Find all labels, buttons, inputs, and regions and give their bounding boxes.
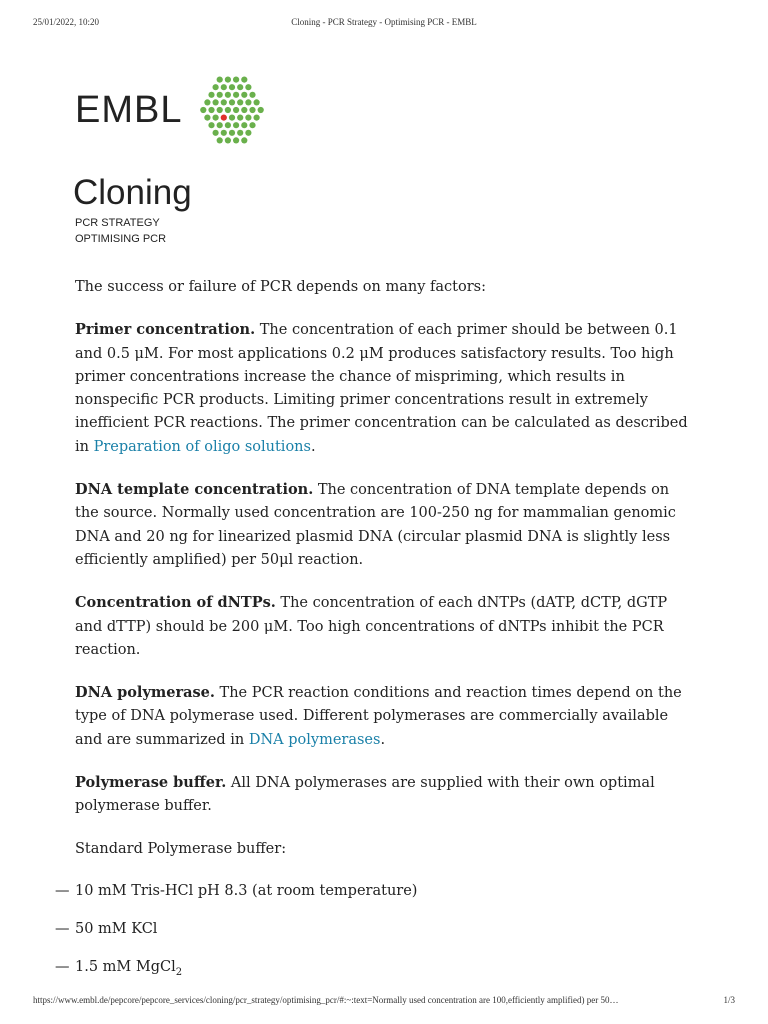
- logo-dot: [254, 99, 260, 105]
- list-dash: —: [55, 882, 70, 899]
- breadcrumb-item-pcr-strategy[interactable]: PCR STRATEGY: [75, 217, 160, 229]
- logo-dot: [238, 130, 244, 136]
- logo-dot: [217, 92, 223, 98]
- logo-dot: [213, 130, 219, 136]
- section-text: The concentration of each dNTPs (dATP, dCTP, dGTP and dTTP) should be 200 μM. Too high concentrations of dNTPs inhibit the PCR reaction.: [75, 595, 668, 658]
- logo-dot: [246, 130, 252, 136]
- list-item-text: 1.5 mM MgCl: [75, 959, 176, 976]
- list-item-text: 50 mM KCl: [75, 921, 158, 938]
- intro-paragraph: The success or failure of PCR depends on many factors:: [75, 279, 486, 295]
- embl-logo[interactable]: [75, 70, 272, 150]
- logo-dot: [225, 77, 231, 83]
- logo-dot: [201, 107, 207, 113]
- section-text: All DNA polymerases are supplied with their own optimal polymerase buffer.: [75, 775, 655, 815]
- buffer-list: [55, 880, 695, 985]
- logo-dot: [229, 115, 235, 121]
- logo-dot: [242, 122, 248, 128]
- list-item: [55, 918, 695, 946]
- section-dna-polymerase: [75, 681, 695, 752]
- logo-dot: [246, 84, 252, 90]
- logo-dot: [213, 84, 219, 90]
- list-item-text: 10 mM Tris-HCl pH 8.3 (at room temperature): [75, 882, 418, 899]
- section-text: The concentration of DNA template depends on the source. Normally used concentration are 100-250 ng for mammalian genomic DNA and 20 ng for linearized plasmid DNA (circular plasmid DNA is slightly less efficiently amplified) per 50μl reaction.: [75, 482, 676, 568]
- logo-dot: [213, 99, 219, 105]
- logo-dot: [205, 115, 211, 121]
- section-heading: Concentration of dNTPs.: [75, 594, 276, 612]
- section-heading: Primer concentration.: [75, 321, 256, 339]
- logo-accent-dot: [221, 115, 227, 121]
- logo-dot: [242, 92, 248, 98]
- section-text-end: .: [310, 438, 316, 455]
- logo-dot: [233, 92, 239, 98]
- logo-dot: [229, 130, 235, 136]
- logo-dot: [213, 115, 219, 121]
- logo-dot: [238, 84, 244, 90]
- section-dna-template-concentration: [75, 478, 695, 572]
- logo-dot: [221, 84, 227, 90]
- logo-dot: [258, 107, 264, 113]
- breadcrumb: [75, 215, 166, 247]
- logo-dot: [250, 107, 256, 113]
- logo-dot: [217, 137, 223, 143]
- section-heading: DNA polymerase.: [75, 684, 215, 702]
- logo-dot: [209, 122, 215, 128]
- print-datetime: 25/01/2022, 10:20: [33, 17, 100, 27]
- section-text-end: .: [380, 731, 386, 748]
- list-item-subscript: 2: [175, 967, 183, 979]
- logo-dot: [209, 107, 215, 113]
- logo-dot: [246, 99, 252, 105]
- list-item: [55, 880, 695, 908]
- logo-dot: [233, 77, 239, 83]
- logo-dot: [229, 84, 235, 90]
- list-dash: —: [55, 959, 70, 976]
- section-heading: DNA template concentration.: [75, 481, 314, 499]
- logo-dot: [246, 115, 252, 121]
- buffer-label: Standard Polymerase buffer:: [75, 840, 287, 857]
- logo-dot: [238, 99, 244, 105]
- section-polymerase-buffer: [75, 771, 695, 819]
- section-dntp-concentration: [75, 591, 695, 662]
- logo-dot: [217, 77, 223, 83]
- logo-dot: [225, 92, 231, 98]
- logo-dot: [250, 92, 256, 98]
- logo-dot: [233, 137, 239, 143]
- page-title: Cloning: [73, 173, 192, 212]
- logo-dot: [221, 99, 227, 105]
- logo-dot: [225, 107, 231, 113]
- logo-text: EMBL: [75, 89, 183, 131]
- logo-dot: [242, 77, 248, 83]
- link-preparation-of-oligo-solutions[interactable]: Preparation of oligo solutions: [93, 438, 311, 455]
- logo-dot: [205, 99, 211, 105]
- section-text: The concentration of each primer should be between 0.1 and 0.5 μM. For most applications 0.2 μM produces satisfactory results. Too high primer concentrations increase the chance of mispriming, which results in nonspecific PCR products. Limiting primer concentrations result in extremely inefficient PCR reactions. The primer concentration can be calculated as described in: [75, 322, 688, 455]
- logo-dot: [233, 107, 239, 113]
- link-dna-polymerases[interactable]: DNA polymerases: [248, 731, 381, 748]
- logo-dot: [242, 107, 248, 113]
- logo-dot: [209, 92, 215, 98]
- section-heading: Polymerase buffer.: [75, 774, 227, 792]
- print-page-number: 1/3: [723, 995, 735, 1005]
- logo-dot: [254, 115, 260, 121]
- article-body: [55, 276, 695, 995]
- section-text: The PCR reaction conditions and reaction times depend on the type of DNA polymerase used. Different polymerases are commercially available and are summarized in: [75, 685, 682, 748]
- logo-dot: [229, 99, 235, 105]
- list-dash: —: [55, 921, 70, 938]
- print-url: https://www.embl.de/pepcore/pepcore_services/cloning/pcr_strategy/optimising_pcr/#:~:text=Normally used concentration are 100,efficiently amplified) per 50…: [33, 995, 619, 1005]
- logo-dot: [233, 122, 239, 128]
- list-item: [55, 956, 695, 984]
- logo-dot: [221, 130, 227, 136]
- print-footer: [33, 995, 735, 1005]
- logo-dot: [217, 122, 223, 128]
- logo-dot: [225, 137, 231, 143]
- logo-dot: [217, 107, 223, 113]
- logo-dot: [242, 137, 248, 143]
- logo-dot: [250, 122, 256, 128]
- print-title: Cloning - PCR Strategy - Optimising PCR - EMBL: [291, 17, 477, 27]
- embl-hexagon-dots-icon: [192, 70, 272, 150]
- print-header: [33, 17, 735, 27]
- logo-dot: [225, 122, 231, 128]
- logo-dot: [238, 115, 244, 121]
- breadcrumb-item-optimising-pcr[interactable]: OPTIMISING PCR: [75, 233, 167, 245]
- section-primer-concentration: [75, 318, 695, 459]
